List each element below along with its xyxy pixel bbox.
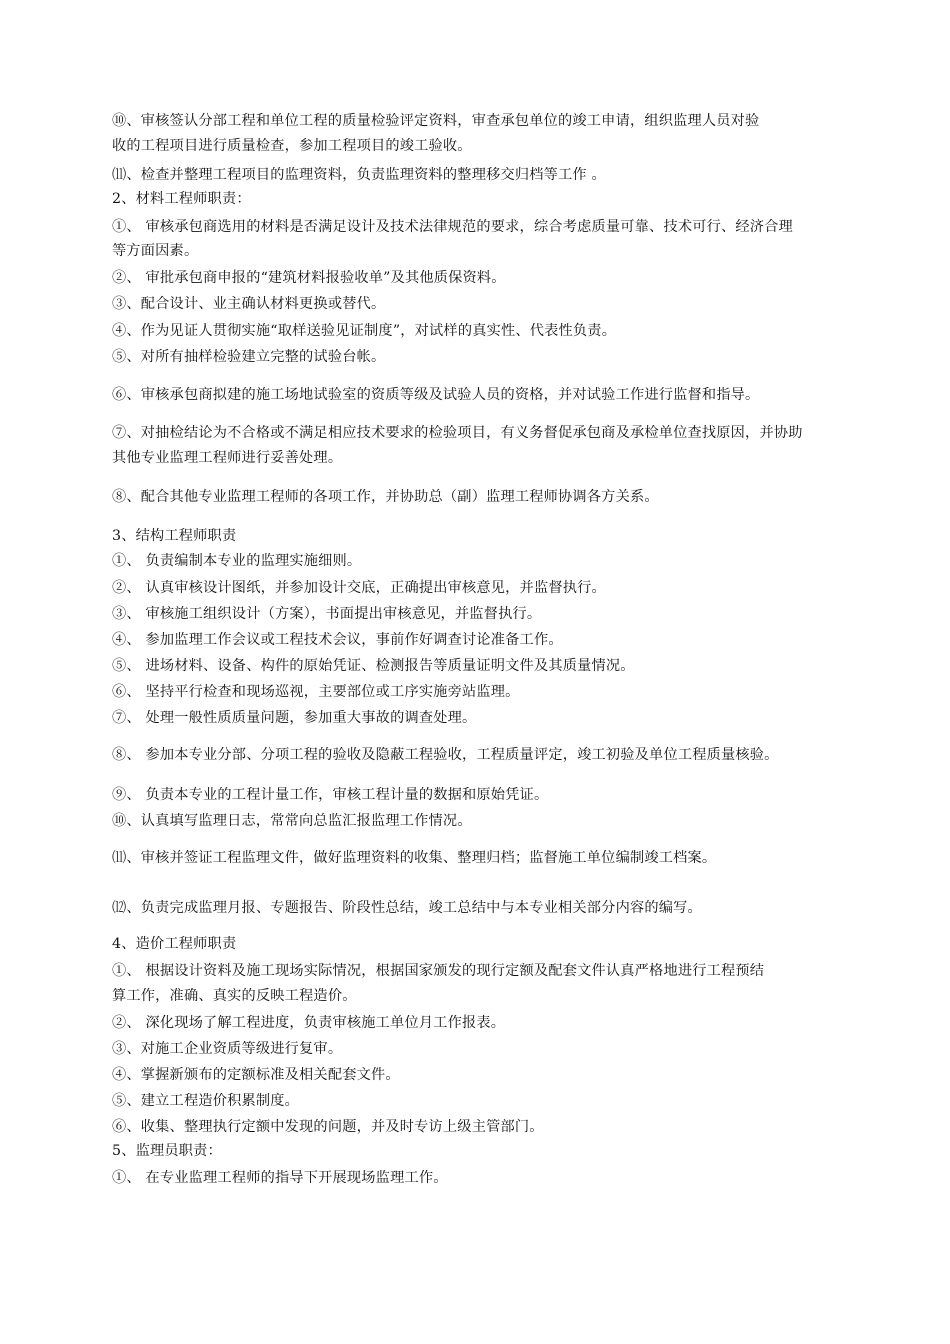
text-line: ②、 审批承包商申报的“建筑材料报验收单”及其他质保资料。 — [112, 270, 506, 286]
text-line: ④、掌握新颁布的定额标准及相关配套文件。 — [112, 1067, 400, 1083]
text-line: ⑤、对所有抽样检验建立完整的试验台帐。 — [112, 349, 386, 365]
text-line: ⑥、 坚持平行检查和现场巡视，主要部位或工序实施旁站监理。 — [112, 684, 520, 700]
section-heading: 3、结构工程师职责 — [112, 528, 237, 544]
text-line: ①、 在专业监理工程师的指导下开展现场监理工作。 — [112, 1170, 448, 1186]
text-line: ④、作为见证人贯彻实施“取样送验见证制度”，对试样的真实性、代表性负责。 — [112, 323, 617, 339]
text-line: ⑧、配合其他专业监理工程师的各项工作，并协助总（副）监理工程师协调各方关系。 — [112, 489, 659, 505]
text-line: 等方面因素。 — [112, 243, 199, 259]
section-heading: 5、监理员职责： — [112, 1143, 222, 1159]
text-line: ⑿、负责完成监理月报、专题报告、阶段性总结，竣工总结中与本专业相关部分内容的编写。 — [112, 900, 702, 916]
text-line: ⑾、检查并整理工程项目的监理资料，负责监理资料的整理移交归档等工作 。 — [112, 167, 606, 183]
text-line: ③、对施工企业资质等级进行复审。 — [112, 1041, 343, 1057]
text-line: ⑩、认真填写监理日志，常常向总监汇报监理工作情况。 — [112, 813, 472, 829]
text-line: ①、 负责编制本专业的监理实施细则。 — [112, 553, 362, 569]
text-line: ⑥、收集、整理执行定额中发现的问题，并及时专访上级主管部门。 — [112, 1119, 544, 1135]
text-line: ⑥、审核承包商拟建的施工场地试验室的资质等级及试验人员的资格，并对试验工作进行监督和指导。 — [112, 387, 760, 403]
text-line: ⑦、 处理一般性质质量问题，参加重大事故的调查处理。 — [112, 710, 477, 726]
text-line: ⑦、对抽检结论为不合格或不满足相应技术要求的检验项目，有义务督促承包商及承检单位查找原因，并协助 — [112, 425, 803, 441]
text-line: ②、 认真审核设计图纸，并参加设计交底，正确提出审核意见，并监督执行。 — [112, 580, 606, 596]
text-line: ⑧、 参加本专业分部、分项工程的验收及隐蔽工程验收，工程质量评定，竣工初验及单位工程质量核验。 — [112, 747, 779, 763]
text-line: ⑾、审核并签证工程监理文件，做好监理资料的收集、整理归档；监督施工单位编制竣工档案。 — [112, 850, 717, 866]
text-line: 其他专业监理工程师进行妥善处理。 — [112, 450, 343, 466]
text-line: ⑩、审核签认分部工程和单位工程的质量检验评定资料，审查承包单位的竣工申请，组织监理人员对验 — [112, 113, 760, 129]
text-line: ①、 根据设计资料及施工现场实际情况，根据国家颁发的现行定额及配套文件认真严格地进行工程预结 — [112, 963, 765, 979]
text-line: ①、 审核承包商选用的材料是否满足设计及技术法律规范的要求，综合考虑质量可靠、技术可行、经济合理 — [112, 219, 793, 235]
section-heading: 4、造价工程师职责 — [112, 936, 237, 952]
text-line: ②、 深化现场了解工程进度，负责审核施工单位月工作报表。 — [112, 1015, 506, 1031]
text-line: ④、 参加监理工作会议或工程技术会议，事前作好调查讨论准备工作。 — [112, 632, 563, 648]
text-line: ⑤、 进场材料、设备、构件的原始凭证、检测报告等质量证明文件及其质量情况。 — [112, 658, 635, 674]
text-line: ⑨、 负责本专业的工程计量工作，审核工程计量的数据和原始凭证。 — [112, 787, 549, 803]
section-heading: 2、材料工程师职责： — [112, 191, 251, 207]
text-line: ③、配合设计、业主确认材料更换或替代。 — [112, 296, 386, 312]
text-line: 算工作，准确、真实的反映工程造价。 — [112, 988, 357, 1004]
text-line: 收的工程项目进行质量检查，参加工程项目的竣工验收。 — [112, 138, 472, 154]
text-line: ③、 审核施工组织设计（方案），书面提出审核意见，并监督执行。 — [112, 606, 542, 622]
text-line: ⑤、建立工程造价积累制度。 — [112, 1093, 300, 1109]
